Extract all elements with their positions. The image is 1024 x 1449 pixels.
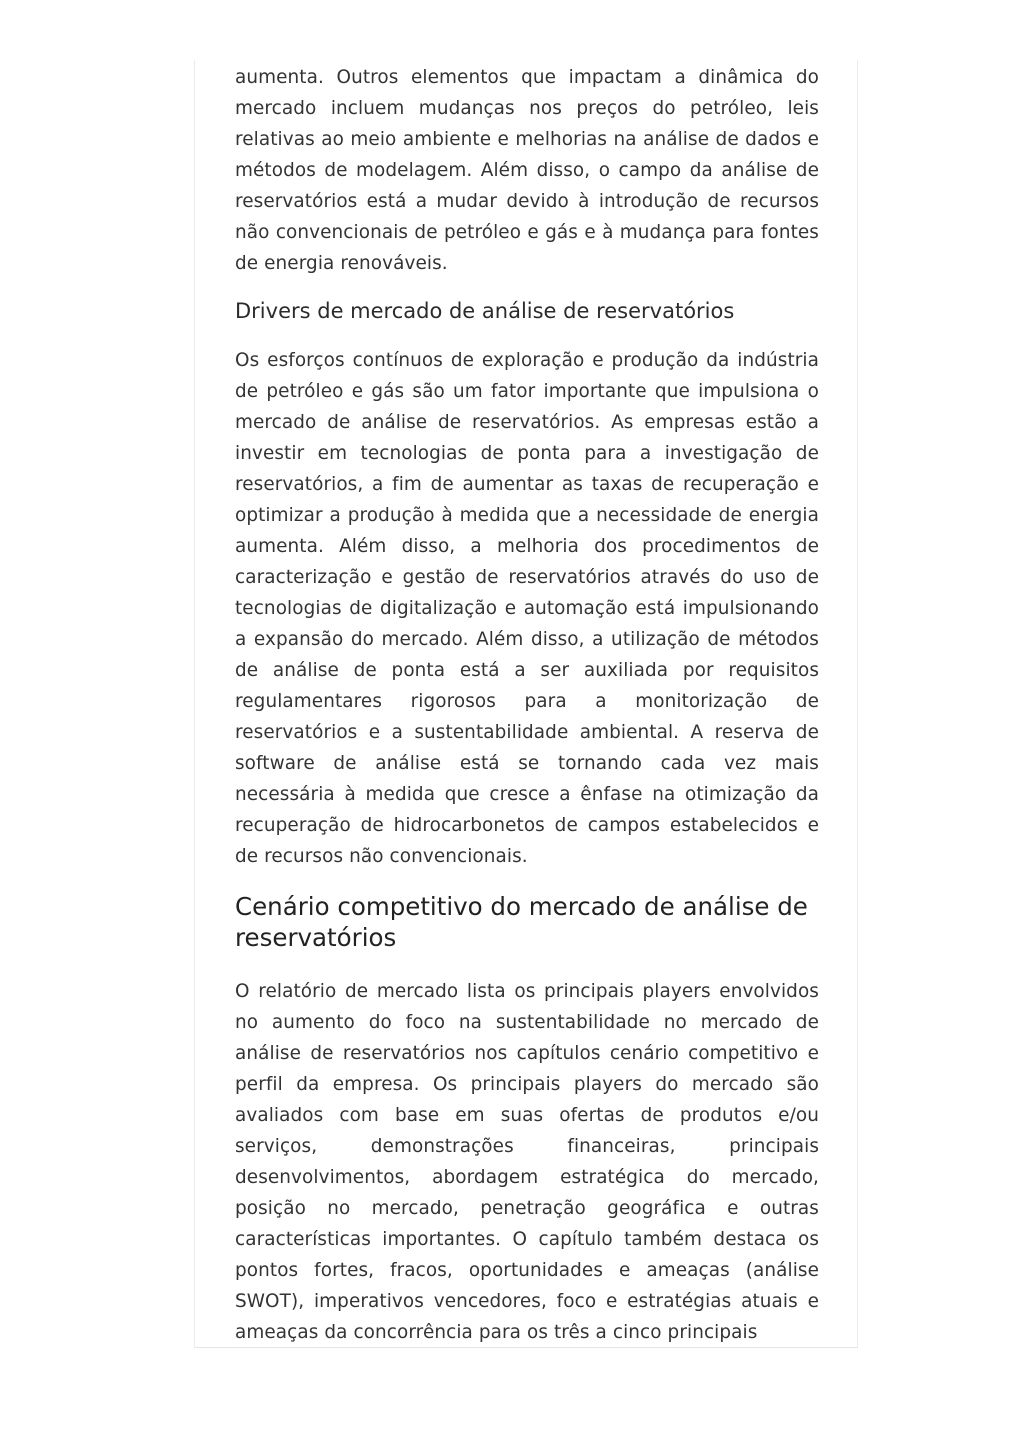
paragraph-competitive: O relatório de mercado lista os principais players envolvidos no aumento do foco na sustentabilidade no mercado de análise de reservatórios nos capítulos cenário competitivo e perfil da empresa. Os principais players do mercado são avaliados com base em suas ofertas de produtos e/ou serviços, demonstrações financeiras, principais desenvolvimentos, abordagem estratégica do mercado, posição no mercado, penetração geográfica e outras características importantes. O capítulo também destaca os pontos fortes, fracos, oportunidades e ameaças (análise SWOT), imperativos vencedores, foco e estratégias atuais e ameaças da concorrência para os três a cinco principais <box>235 981 819 1343</box>
paragraph-intro: aumenta. Outros elementos que impactam a dinâmica do mercado incluem mudanças nos preços do petróleo, leis relativas ao meio ambiente e melhorias na análise de dados e métodos de modelagem. Além disso, o campo da análise de reservatórios está a mudar devido à introdução de recursos não convencionais de petróleo e gás e à mudança para fontes de energia renováveis. <box>235 67 819 274</box>
paragraph-drivers: Os esforços contínuos de exploração e produção da indústria de petróleo e gás são um fator importante que impulsiona o mercado de análise de reservatórios. As empresas estão a investir em tecnologias de ponta para a investigação de reservatórios, a fim de aumentar as taxas de recuperação e optimizar a produção à medida que a necessidade de energia aumenta. Além disso, a melhoria dos procedimentos de caracterização e gestão de reservatórios através do uso de tecnologias de digitalização e automação está impulsionando a expansão do mercado. Além disso, a utilização de métodos de análise de ponta está a ser auxiliada por requisitos regulamentares rigorosos para a monitorização de reservatórios e a sustentabilidade ambiental. A reserva de software de análise está se tornando cada vez mais necessária à medida que cresce a ênfase na otimização da recuperação de hidrocarbonetos de campos estabelecidos e de recursos não convencionais. <box>235 350 819 867</box>
section-heading-competitive: Cenário competitivo do mercado de análise de reservatórios <box>235 892 808 952</box>
document-content <box>235 62 819 1348</box>
section-heading-drivers: Drivers de mercado de análise de reservatórios <box>235 299 735 323</box>
document-page <box>194 60 858 1348</box>
